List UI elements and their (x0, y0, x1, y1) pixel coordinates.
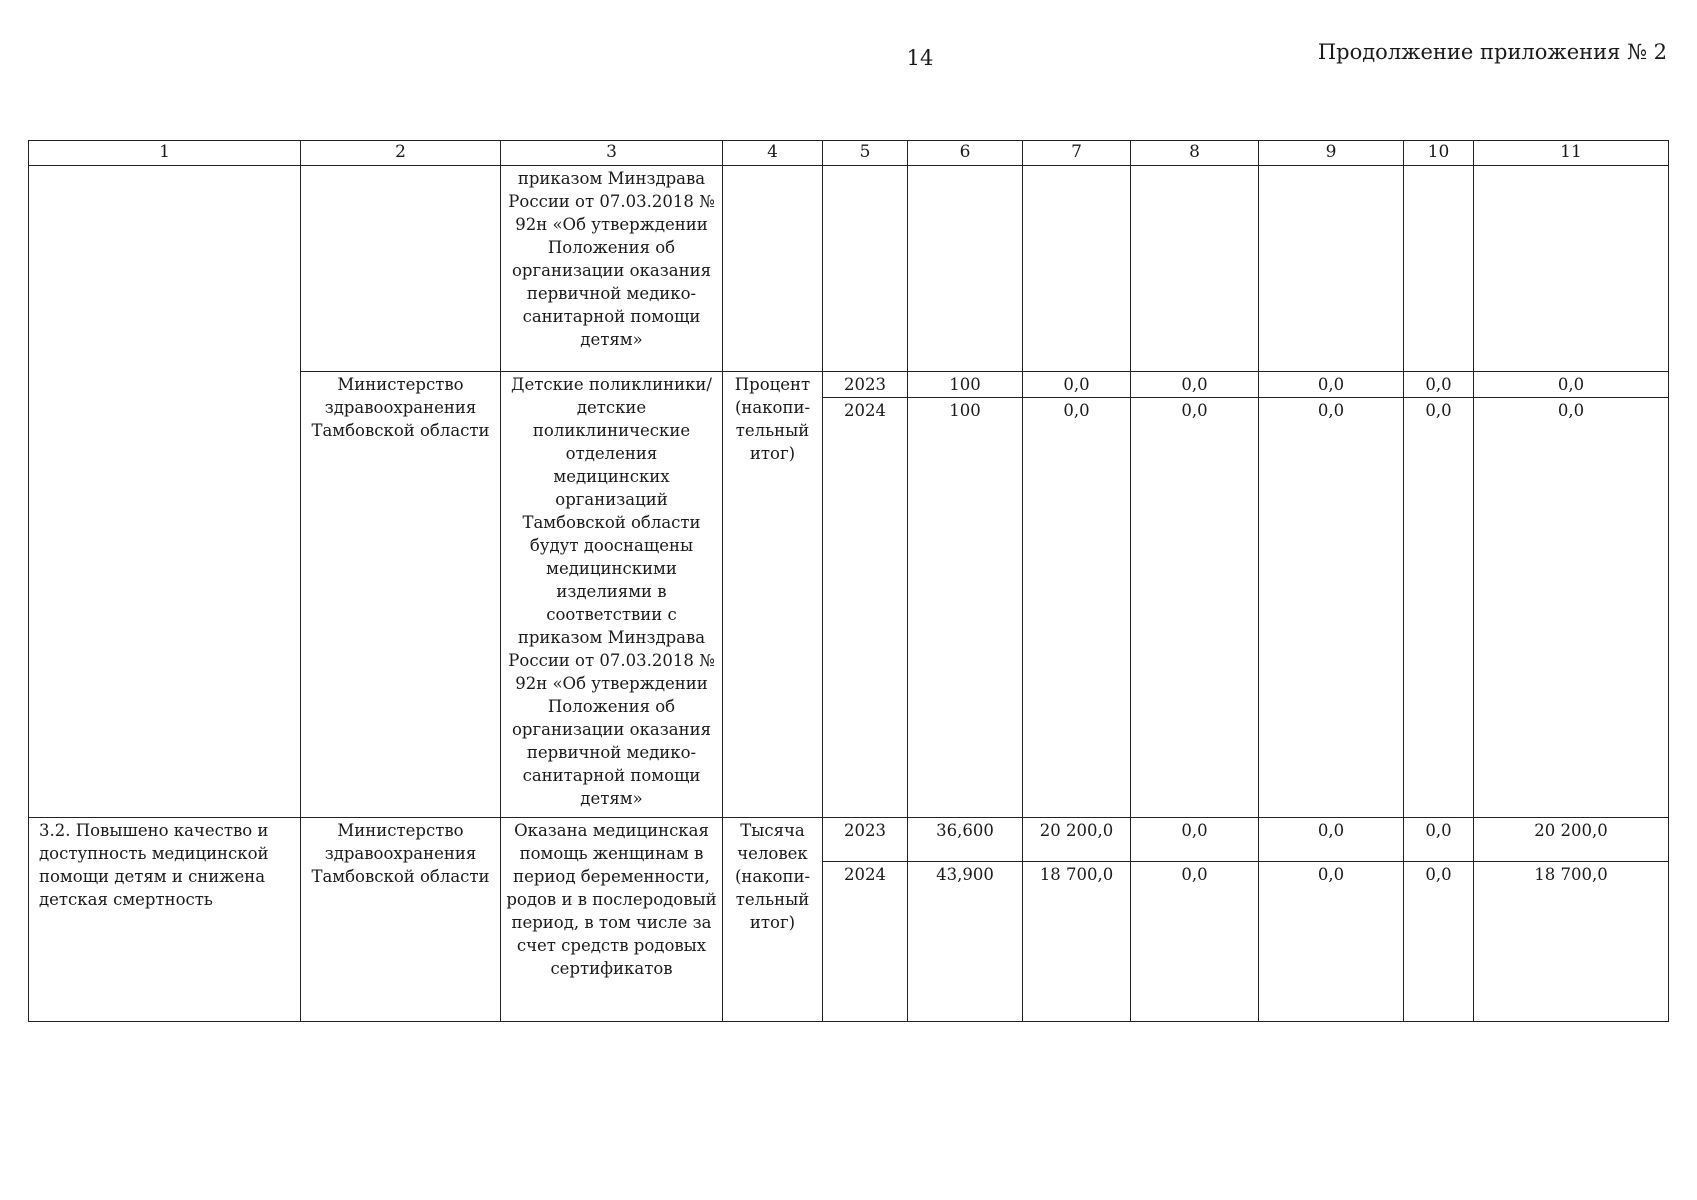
value-cell: 0,0 (1131, 818, 1259, 862)
value-cell: 0,0 (1259, 818, 1404, 862)
responsible-executor: Министерство здравоохранения Тамбовской области (301, 372, 501, 818)
value-cell: 20 200,0 (1474, 818, 1669, 862)
year-cell: 2024 (823, 862, 908, 1022)
column-number: 6 (908, 141, 1023, 166)
column-number: 3 (501, 141, 723, 166)
table-row (29, 372, 1669, 398)
result-description: Детские поликлиники/детские поликлинические отделения медицинских организаций Тамбовской области будут дооснащены медицинскими изделиями в соответствии с приказом Минздрава России от 07.03.2018 № 92н «Об утверждении Положения об организации оказания первичной медико-санитарной помощи детям» (501, 372, 723, 818)
column-number: 7 (1023, 141, 1131, 166)
empty-cell (29, 166, 301, 372)
value-cell: 0,0 (1131, 372, 1259, 398)
empty-cell (1404, 166, 1474, 372)
column-number: 8 (1131, 141, 1259, 166)
year-cell: 2023 (823, 372, 908, 398)
empty-cell (908, 166, 1023, 372)
value-cell: 0,0 (1131, 862, 1259, 1022)
value-cell: 0,0 (1131, 398, 1259, 818)
empty-cell (1474, 166, 1669, 372)
value-cell: 0,0 (1023, 398, 1131, 818)
value-cell: 18 700,0 (1023, 862, 1131, 1022)
value-cell: 0,0 (1404, 372, 1474, 398)
value-cell: 18 700,0 (1474, 862, 1669, 1022)
value-cell: 0,0 (1259, 398, 1404, 818)
empty-cell (1131, 166, 1259, 372)
empty-cell (823, 166, 908, 372)
value-cell: 100 (908, 372, 1023, 398)
empty-cell (723, 166, 823, 372)
value-cell: 0,0 (1474, 372, 1669, 398)
value-cell: 36,600 (908, 818, 1023, 862)
value-cell: 0,0 (1259, 372, 1404, 398)
value-cell: 0,0 (1023, 372, 1131, 398)
value-cell: 0,0 (1404, 398, 1474, 818)
value-cell: 0,0 (1259, 862, 1404, 1022)
empty-cell (29, 372, 301, 818)
value-cell: 100 (908, 398, 1023, 818)
column-number: 1 (29, 141, 301, 166)
value-cell: 0,0 (1404, 818, 1474, 862)
value-cell: 20 200,0 (1023, 818, 1131, 862)
column-number: 2 (301, 141, 501, 166)
table-row (29, 818, 1669, 862)
column-number: 5 (823, 141, 908, 166)
column-number-row (29, 141, 1669, 166)
unit-of-measure: Процент (накопи-тельный итог) (723, 372, 823, 818)
responsible-executor: Министерство здравоохранения Тамбовской области (301, 818, 501, 1022)
result-description: Оказана медицинская помощь женщинам в период беременности, родов и в послеродовый период, в том числе за счет средств родовых сертификатов (501, 818, 723, 1022)
continuation-row (29, 166, 1669, 372)
unit-of-measure: Тысяча человек (накопи-тельный итог) (723, 818, 823, 1022)
page-number: 14 (906, 46, 934, 70)
empty-cell (301, 166, 501, 372)
value-cell: 43,900 (908, 862, 1023, 1022)
column-number: 4 (723, 141, 823, 166)
column-number: 10 (1404, 141, 1474, 166)
continued-description: приказом Минздрава России от 07.03.2018 № 92н «Об утверждении Положения об организации оказания первичной медико-санитарной помощи детям» (501, 166, 723, 372)
empty-cell (1023, 166, 1131, 372)
value-cell: 0,0 (1404, 862, 1474, 1022)
column-number: 9 (1259, 141, 1404, 166)
value-cell: 0,0 (1474, 398, 1669, 818)
column-number: 11 (1474, 141, 1669, 166)
year-cell: 2023 (823, 818, 908, 862)
task-description: 3.2. Повышено качество и доступность медицинской помощи детям и снижена детская смертность (29, 818, 301, 1022)
indicators-table (28, 140, 1669, 1022)
year-cell: 2024 (823, 398, 908, 818)
appendix-header: Продолжение приложения № 2 (1317, 40, 1667, 64)
empty-cell (1259, 166, 1404, 372)
